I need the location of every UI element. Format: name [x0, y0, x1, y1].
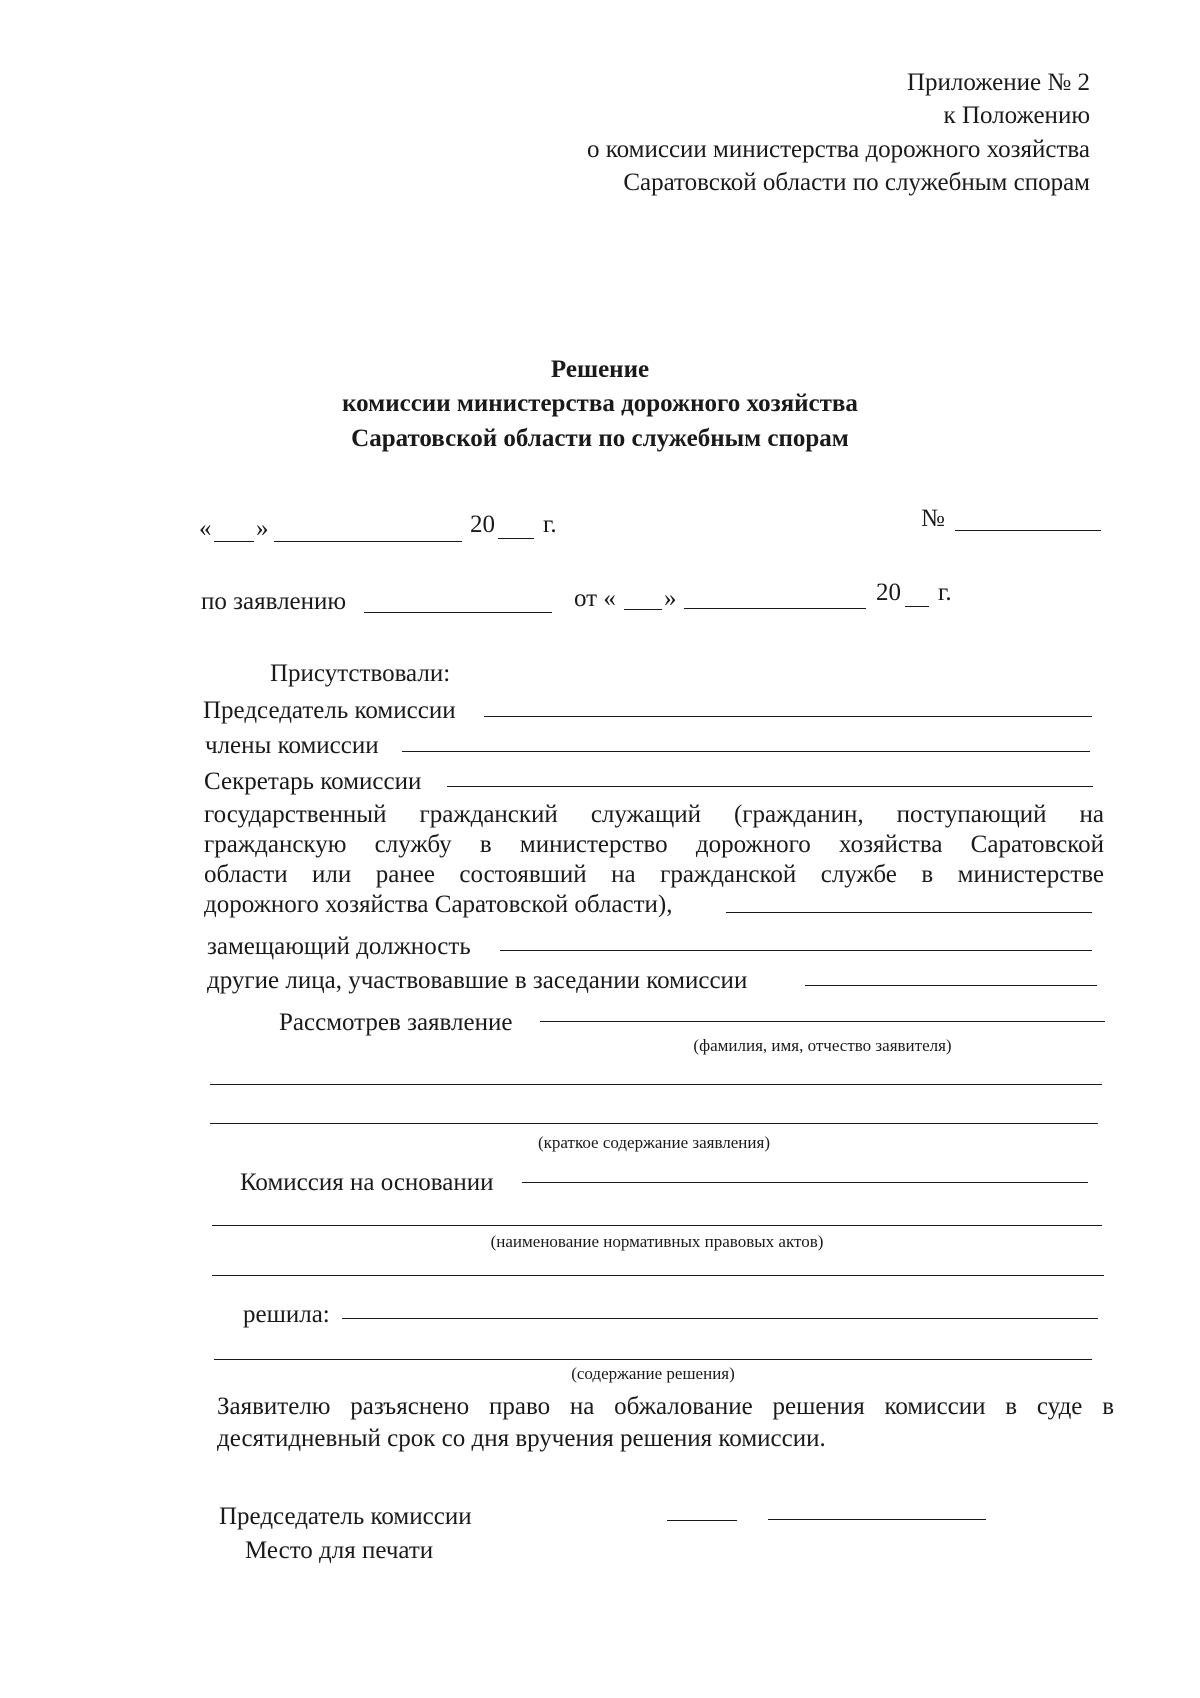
- secretary-field[interactable]: [447, 786, 1093, 787]
- date-year-field[interactable]: [498, 538, 534, 539]
- legal-acts-field-3[interactable]: [212, 1275, 1104, 1276]
- other-persons-label: другие лица, участвовавшие в заседании комиссии: [207, 967, 748, 994]
- position-label: замещающий должность: [207, 933, 471, 960]
- date-quote-open: «: [199, 515, 212, 542]
- secretary-label: Секретарь комиссии: [204, 768, 422, 795]
- application-year-suffix: г.: [938, 579, 952, 606]
- document-title: Решение: [550, 356, 650, 383]
- review-label: Рассмотрев заявление: [279, 1009, 513, 1036]
- application-number-field[interactable]: [364, 612, 552, 613]
- application-month-field[interactable]: [684, 608, 866, 609]
- present-heading: Присутствовали:: [270, 660, 451, 687]
- appendix-subject-line1: о комиссии министерства дорожного хозяйства: [587, 136, 1090, 163]
- civil-servant-field[interactable]: [726, 912, 1092, 913]
- date-year-prefix: 20: [470, 511, 495, 538]
- number-sign: №: [921, 505, 945, 532]
- document-subtitle-line2: Саратовской области по служебным спорам: [351, 425, 849, 452]
- decision-number-field[interactable]: [955, 530, 1101, 531]
- seal-place-label: Место для печати: [245, 1537, 434, 1564]
- application-quote-close: »: [664, 585, 677, 612]
- decision-caption: (содержание решения): [571, 1364, 735, 1383]
- application-year-field[interactable]: [905, 606, 929, 607]
- civil-servant-text-line4: дорожного хозяйства Саратовской области),: [204, 891, 673, 918]
- application-year-prefix: 20: [876, 579, 901, 606]
- document-subtitle-line1: комиссии министерства дорожного хозяйства: [342, 390, 858, 417]
- members-field[interactable]: [402, 751, 1090, 752]
- legal-acts-field-2[interactable]: [212, 1225, 1102, 1226]
- date-year-suffix: г.: [543, 511, 557, 538]
- applicant-name-field[interactable]: [540, 1021, 1105, 1022]
- legal-acts-caption: (наименование нормативных правовых актов): [490, 1232, 824, 1251]
- application-summary-field-1[interactable]: [210, 1084, 1102, 1085]
- civil-servant-text-line3: области или ранее состоявший на гражданской службе в министерстве: [204, 861, 1104, 888]
- decision-label: решила:: [243, 1301, 330, 1328]
- basis-label: Комиссия на основании: [240, 1169, 494, 1196]
- appendix-reference: к Положению: [943, 102, 1090, 129]
- application-from-label: от «: [574, 585, 616, 612]
- appendix-label: Приложение № 2: [906, 69, 1090, 96]
- decision-field-1[interactable]: [342, 1318, 1098, 1319]
- civil-servant-text-line1: государственный гражданский служащий (гражданин, поступающий на: [204, 801, 1104, 828]
- date-month-field[interactable]: [274, 541, 462, 542]
- other-persons-field[interactable]: [805, 985, 1097, 986]
- date-quote-close: »: [256, 515, 269, 542]
- position-field[interactable]: [500, 950, 1092, 951]
- signature-chairman-label: Председатель комиссии: [219, 1503, 472, 1530]
- legal-acts-field-1[interactable]: [522, 1182, 1088, 1183]
- appeal-text-line2: десятидневный срок со дня вручения решения комиссии.: [217, 1425, 826, 1452]
- application-summary-caption: (краткое содержание заявления): [538, 1133, 770, 1152]
- application-day-field[interactable]: [624, 609, 662, 610]
- applicant-name-caption: (фамилия, имя, отчество заявителя): [693, 1036, 952, 1055]
- appendix-subject-line2: Саратовской области по служебным спорам: [623, 169, 1090, 196]
- civil-servant-text-line2: гражданскую службу в министерство дорожного хозяйства Саратовской: [204, 831, 1104, 858]
- chairman-signature-field[interactable]: [667, 1520, 737, 1521]
- appeal-text-line1: Заявителю разъяснено право на обжалование решения комиссии в суде в: [217, 1393, 1114, 1420]
- chairman-field[interactable]: [484, 716, 1092, 717]
- date-day-field[interactable]: [214, 541, 254, 542]
- application-summary-field-2[interactable]: [210, 1123, 1098, 1124]
- decision-field-2[interactable]: [214, 1359, 1092, 1360]
- members-label: члены комиссии: [205, 732, 379, 759]
- chairman-label: Председатель комиссии: [203, 697, 456, 724]
- application-label: по заявлению: [201, 588, 347, 615]
- chairman-name-field[interactable]: [768, 1519, 986, 1520]
